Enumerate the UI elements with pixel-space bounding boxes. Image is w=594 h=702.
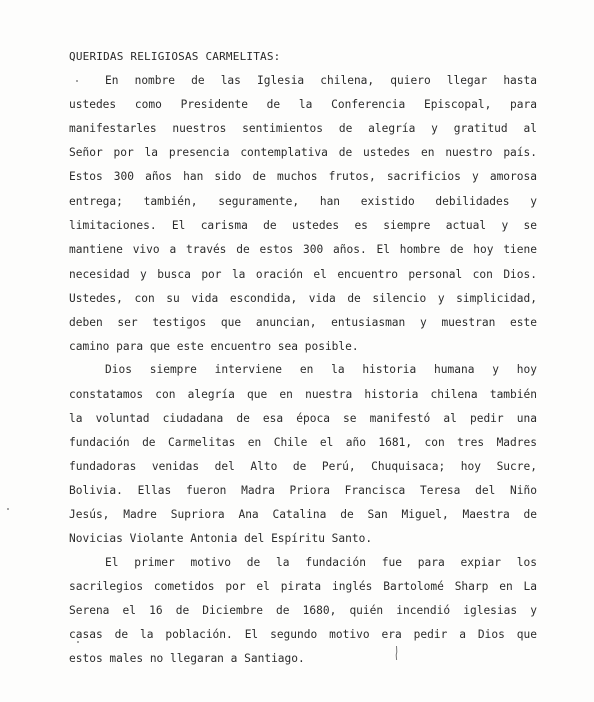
paragraph-1-line: manifestarles nuestros sentimientos de alegría y gratitud al (69, 122, 537, 135)
scan-speck (76, 80, 78, 82)
paragraph-3-line: casas de la población. El segundo motivo era pedir a Dios que (69, 628, 537, 641)
paragraph-1-line: mantiene vivo a través de estos 300 años. El hombre de hoy tiene (69, 243, 537, 256)
paragraph-1-line: Señor por la presencia contemplativa de ustedes en nuestro país. (69, 146, 537, 159)
scan-speck (77, 641, 79, 643)
paragraph-2-line: la voluntad ciudadana de esa época se manifestó al pedir una (69, 412, 537, 425)
letter-salutation: QUERIDAS RELIGIOSAS CARMELITAS: (69, 50, 281, 63)
pen-mark (395, 646, 398, 660)
paragraph-1-line: Estos 300 años han sido de muchos frutos, sacrificios y amorosa (69, 170, 537, 183)
paragraph-2-line: fundación de Carmelitas en Chile el año 1681, con tres Madres (69, 436, 537, 449)
paragraph-1-line: camino para que este encuentro sea posible. (69, 340, 359, 353)
paragraph-1-line: necesidad y busca por la oración el encuentro personal con Dios. (69, 268, 537, 281)
paragraph-2-line: Novicias Violante Antonia del Espíritu Santo. (69, 532, 373, 545)
paragraph-3-line: estos males no llegaran a Santiago. (69, 652, 305, 665)
paragraph-2-line: Jesús, Madre Supriora Ana Catalina de San Miguel, Maestra de (69, 508, 537, 521)
paragraph-1-line: Ustedes, con su vida escondida, vida de silencio y simplicidad, (69, 292, 537, 305)
scan-speck (7, 508, 9, 510)
paragraph-2-line: Dios siempre interviene en la historia humana y hoy (105, 363, 537, 376)
paragraph-1-line: ustedes como Presidente de la Conferencia Episcopal, para (69, 98, 537, 111)
paragraph-1-line: limitaciones. El carisma de ustedes es siempre actual y se (69, 219, 537, 232)
paragraph-3-line: Serena el 16 de Diciembre de 1680, quién incendió iglesias y (69, 604, 537, 617)
paragraph-3-line: El primer motivo de la fundación fue para expiar los (105, 556, 537, 569)
paragraph-2-line: constatamos con alegría que en nuestra historia chilena también (69, 388, 537, 401)
paragraph-2-line: Bolivia. Ellas fueron Madra Priora Francisca Teresa del Niño (69, 484, 537, 497)
paragraph-2-line: fundadoras venidas del Alto de Perú, Chuquisaca; hoy Sucre, (69, 460, 537, 473)
paragraph-1-line: En nombre de las Iglesia chilena, quiero llegar hasta (105, 74, 537, 87)
paragraph-3-line: sacrilegios cometidos por el pirata inglés Bartolomé Sharp en La (69, 580, 537, 593)
paragraph-1-line: entrega; también, seguramente, han existido debilidades y (69, 195, 537, 208)
paragraph-1-line: deben ser testigos que anuncian, entusiasman y muestran este (69, 316, 537, 329)
